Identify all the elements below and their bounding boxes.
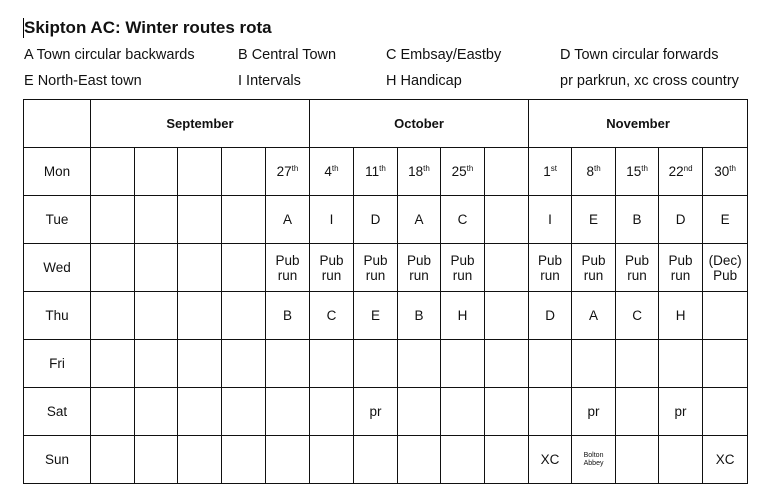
abbey-text: Abbey bbox=[583, 459, 604, 467]
table-cell bbox=[485, 148, 529, 196]
route-cell: H bbox=[441, 292, 485, 340]
parkrun-cell: pr bbox=[659, 388, 703, 436]
pub-run-cell bbox=[354, 244, 398, 292]
table-cell bbox=[135, 340, 178, 388]
route-cell: I bbox=[529, 196, 572, 244]
table-cell bbox=[222, 148, 266, 196]
table-cell bbox=[485, 340, 529, 388]
table-cell bbox=[222, 292, 266, 340]
date-cell bbox=[659, 148, 703, 196]
table-cell bbox=[135, 388, 178, 436]
date-cell bbox=[572, 148, 616, 196]
table-cell bbox=[354, 436, 398, 484]
month-october: October bbox=[310, 100, 529, 148]
date-day: 18 bbox=[408, 164, 424, 179]
date-cell bbox=[398, 148, 441, 196]
table-cell bbox=[91, 292, 135, 340]
table-cell bbox=[485, 388, 529, 436]
table-cell bbox=[266, 436, 310, 484]
bolton-abbey-cell bbox=[572, 436, 616, 484]
route-cell: H bbox=[659, 292, 703, 340]
route-cell: C bbox=[310, 292, 354, 340]
legend-item-d: D Town circular forwards bbox=[560, 47, 719, 63]
date-day: 11 bbox=[365, 164, 380, 179]
table-row-mon bbox=[24, 148, 748, 196]
table-cell bbox=[703, 340, 748, 388]
date-suffix: th bbox=[379, 164, 386, 173]
day-label: Fri bbox=[24, 340, 91, 388]
pub-text: Pub bbox=[275, 252, 300, 268]
run-text: run bbox=[670, 267, 691, 283]
table-cell bbox=[135, 292, 178, 340]
date-cell bbox=[529, 148, 572, 196]
table-cell bbox=[616, 436, 659, 484]
pub-text: Pub bbox=[319, 252, 344, 268]
route-cell: D bbox=[529, 292, 572, 340]
pub-text: Pub bbox=[363, 252, 388, 268]
route-cell: E bbox=[354, 292, 398, 340]
table-cell bbox=[616, 388, 659, 436]
xc-cell: XC bbox=[529, 436, 572, 484]
pub-text: Pub bbox=[581, 252, 606, 268]
date-suffix: th bbox=[331, 164, 339, 173]
pub-run-cell bbox=[266, 244, 310, 292]
route-cell: D bbox=[354, 196, 398, 244]
day-label: Sun bbox=[24, 436, 91, 484]
table-cell bbox=[310, 436, 354, 484]
date-cell bbox=[354, 148, 398, 196]
table-cell bbox=[659, 436, 703, 484]
table-cell bbox=[616, 340, 659, 388]
table-cell bbox=[91, 244, 135, 292]
corner-cell bbox=[24, 100, 91, 148]
table-cell bbox=[178, 436, 222, 484]
date-day: 15 bbox=[626, 164, 642, 179]
date-day: 4 bbox=[324, 164, 332, 179]
table-cell bbox=[310, 388, 354, 436]
table-cell bbox=[529, 340, 572, 388]
date-day: 8 bbox=[586, 164, 594, 179]
month-november: November bbox=[529, 100, 748, 148]
pub-run-cell bbox=[616, 244, 659, 292]
table-cell bbox=[703, 292, 748, 340]
table-cell bbox=[485, 436, 529, 484]
month-september: September bbox=[91, 100, 310, 148]
table-cell bbox=[222, 244, 266, 292]
table-cell bbox=[266, 340, 310, 388]
table-cell bbox=[659, 340, 703, 388]
table-cell bbox=[398, 340, 441, 388]
legend-item-pr-xc: pr parkrun, xc cross country bbox=[560, 73, 739, 89]
document-title: Skipton AC: Winter routes rota bbox=[24, 18, 272, 37]
route-cell: C bbox=[441, 196, 485, 244]
table-row-wed bbox=[24, 244, 748, 292]
run-text: run bbox=[583, 267, 604, 283]
table-cell bbox=[135, 436, 178, 484]
run-text: run bbox=[409, 267, 429, 283]
pub-run-cell bbox=[441, 244, 485, 292]
pub-text: Pub bbox=[668, 252, 693, 268]
table-cell bbox=[222, 196, 266, 244]
run-text: run bbox=[627, 267, 647, 283]
table-cell bbox=[703, 388, 748, 436]
parkrun-cell: pr bbox=[354, 388, 398, 436]
pub-text: Pub bbox=[713, 267, 738, 283]
pub-text: Pub bbox=[450, 252, 475, 268]
date-day: 1 bbox=[543, 164, 551, 179]
route-cell: B bbox=[616, 196, 659, 244]
pub-run-cell bbox=[659, 244, 703, 292]
table-cell bbox=[91, 196, 135, 244]
table-row-tue bbox=[24, 196, 748, 244]
route-cell: D bbox=[659, 196, 703, 244]
table-cell bbox=[529, 388, 572, 436]
route-cell: A bbox=[572, 292, 616, 340]
table-cell bbox=[310, 340, 354, 388]
run-text: run bbox=[365, 267, 386, 283]
run-text: run bbox=[540, 267, 560, 283]
table-row-sat bbox=[24, 388, 748, 436]
date-day: 30 bbox=[714, 164, 730, 179]
date-suffix: th bbox=[466, 164, 474, 173]
date-cell bbox=[441, 148, 485, 196]
route-cell: B bbox=[266, 292, 310, 340]
table-cell bbox=[354, 340, 398, 388]
pub-run-cell bbox=[529, 244, 572, 292]
day-label: Sat bbox=[24, 388, 91, 436]
date-suffix: th bbox=[423, 164, 430, 173]
legend-item-h: H Handicap bbox=[386, 73, 462, 89]
route-cell: B bbox=[398, 292, 441, 340]
legend-item-c: C Embsay/Eastby bbox=[386, 47, 502, 63]
xc-cell: XC bbox=[703, 436, 748, 484]
table-cell bbox=[91, 148, 135, 196]
table-cell bbox=[572, 340, 616, 388]
table-cell bbox=[222, 388, 266, 436]
route-cell: E bbox=[703, 196, 748, 244]
legend-item-i: I Intervals bbox=[238, 73, 301, 89]
date-suffix: th bbox=[641, 164, 648, 173]
table-cell bbox=[222, 436, 266, 484]
table-cell bbox=[398, 388, 441, 436]
date-suffix: nd bbox=[683, 164, 693, 173]
table-cell bbox=[178, 244, 222, 292]
route-cell: E bbox=[572, 196, 616, 244]
table-cell bbox=[266, 388, 310, 436]
legend-item-a: A Town circular backwards bbox=[24, 47, 195, 63]
date-suffix: th bbox=[291, 164, 299, 173]
table-row-sun bbox=[24, 436, 748, 484]
date-suffix: th bbox=[729, 164, 736, 173]
date-day: 25 bbox=[451, 164, 467, 179]
date-suffix: th bbox=[593, 164, 601, 173]
table-cell bbox=[178, 196, 222, 244]
pub-run-cell bbox=[310, 244, 354, 292]
table-cell bbox=[135, 244, 178, 292]
run-text: run bbox=[452, 267, 473, 283]
rota-table bbox=[23, 99, 748, 484]
day-label: Mon bbox=[24, 148, 91, 196]
table-cell bbox=[178, 292, 222, 340]
dec-pub-cell bbox=[703, 244, 748, 292]
table-cell bbox=[91, 436, 135, 484]
day-label: Thu bbox=[24, 292, 91, 340]
date-day: 22 bbox=[668, 164, 684, 179]
table-cell bbox=[485, 292, 529, 340]
table-cell bbox=[441, 436, 485, 484]
table-cell bbox=[485, 244, 529, 292]
text-cursor bbox=[23, 18, 24, 38]
table-cell bbox=[135, 196, 178, 244]
legend-item-e: E North-East town bbox=[24, 73, 142, 89]
parkrun-cell: pr bbox=[572, 388, 616, 436]
dec-text: (Dec) bbox=[708, 252, 742, 268]
run-text: run bbox=[321, 267, 342, 283]
month-header-row bbox=[24, 100, 748, 148]
run-text: run bbox=[277, 267, 298, 283]
table-cell bbox=[178, 340, 222, 388]
date-cell bbox=[703, 148, 748, 196]
pub-text: Pub bbox=[406, 252, 432, 268]
table-cell bbox=[485, 196, 529, 244]
pub-run-cell bbox=[572, 244, 616, 292]
table-row-fri bbox=[24, 340, 748, 388]
table-cell bbox=[178, 388, 222, 436]
pub-text: Pub bbox=[625, 252, 650, 268]
table-cell bbox=[441, 388, 485, 436]
date-cell bbox=[616, 148, 659, 196]
route-cell: A bbox=[266, 196, 310, 244]
route-cell: C bbox=[616, 292, 659, 340]
route-cell: I bbox=[310, 196, 354, 244]
table-cell bbox=[91, 388, 135, 436]
table-cell bbox=[135, 148, 178, 196]
table-cell bbox=[91, 340, 135, 388]
date-cell bbox=[310, 148, 354, 196]
pub-run-cell bbox=[398, 244, 441, 292]
table-cell bbox=[441, 340, 485, 388]
date-cell bbox=[266, 148, 310, 196]
date-day: 27 bbox=[276, 164, 292, 179]
pub-text: Pub bbox=[538, 252, 563, 268]
bolton-text: Bolton bbox=[583, 451, 604, 459]
table-cell bbox=[222, 340, 266, 388]
day-label: Tue bbox=[24, 196, 91, 244]
route-cell: A bbox=[398, 196, 441, 244]
day-label: Wed bbox=[24, 244, 91, 292]
table-row-thu bbox=[24, 292, 748, 340]
date-suffix: st bbox=[550, 164, 557, 173]
table-cell bbox=[398, 436, 441, 484]
legend-item-b: B Central Town bbox=[238, 47, 337, 63]
table-cell bbox=[178, 148, 222, 196]
